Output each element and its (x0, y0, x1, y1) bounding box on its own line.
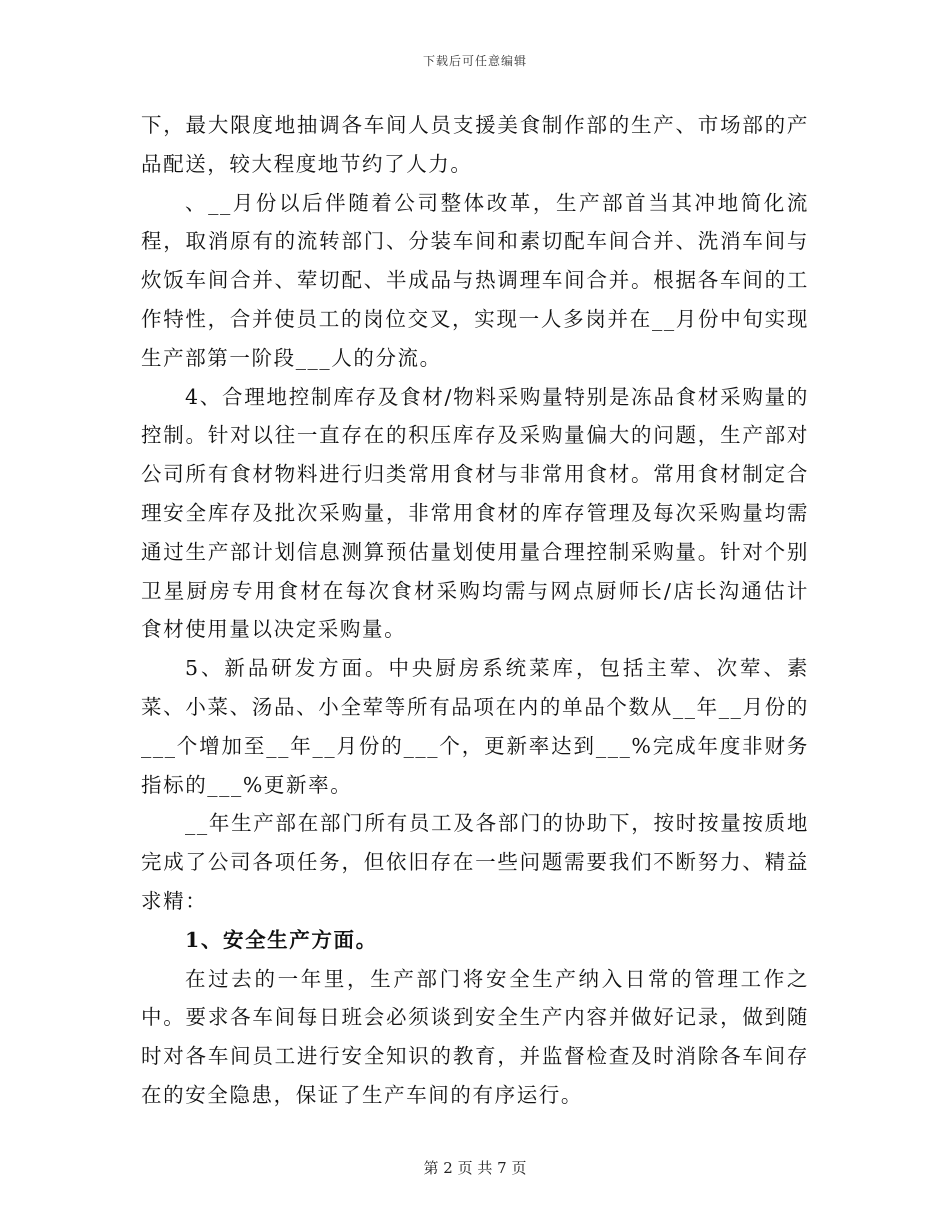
page-footer: 第 2 页 共 7 页 (423, 1159, 527, 1177)
paragraph-continuation: 下，最大限度地抽调各车间人员支援美食制作部的生产、市场部的产品配送，较大程度地节约了人力。 (141, 113, 809, 176)
paragraph-new-product-development: 5、新品研发方面。中央厨房系统菜库，包括主荤、次荤、素菜、小菜、汤品、小全荤等所有品项在内的单品个数从__年__月份的___个增加至__年__月份的___个，更新率达到___%完成年度非财务指标的___%更新率。 (141, 656, 809, 797)
paragraph-reform: 、__月份以后伴随着公司整体改革，生产部首当其冲地简化流程，取消原有的流转部门、分装车间和素切配车间合并、洗消车间与炊饭车间合并、荤切配、半成品与热调理车间合并。根据各车间的工作特性，合并使员工的岗位交叉，实现一人多岗并在__月份中旬实现生产部第一阶段___人的分流。 (141, 190, 809, 370)
paragraph-inventory-control: 4、合理地控制库存及食材/物料采购量特别是冻品食材采购量的控制。针对以往一直存在的积压库存及采购量偏大的问题，生产部对公司所有食材物料进行归类常用食材与非常用食材。常用食材制定合理安全库存及批次采购量，非常用食材的库存管理及每次采购量均需通过生产部计划信息测算预估量划使用量合理控制采购量。针对个别卫星厨房专用食材在每次食材采购均需与网点厨师长/店长沟通估计食材使用量以决定采购量。 (141, 384, 809, 642)
page-header: 下载后可任意编辑 (422, 54, 527, 68)
paragraph-summary: __年生产部在部门所有员工及各部门的协助下，按时按量按质地完成了公司各项任务，但依旧存在一些问题需要我们不断努力、精益求精： (141, 811, 809, 913)
section-heading-safety: 1、安全生产方面。 (185, 927, 378, 952)
document-body (141, 106, 809, 1115)
paragraph-safety: 在过去的一年里，生产部门将安全生产纳入日常的管理工作之中。要求各车间每日班会必须谈到安全生产内容并做好记录，做到随时对各车间员工进行安全知识的教育，并监督检查及时消除各车间存在的安全隐患，保证了生产车间的有序运行。 (141, 966, 809, 1107)
